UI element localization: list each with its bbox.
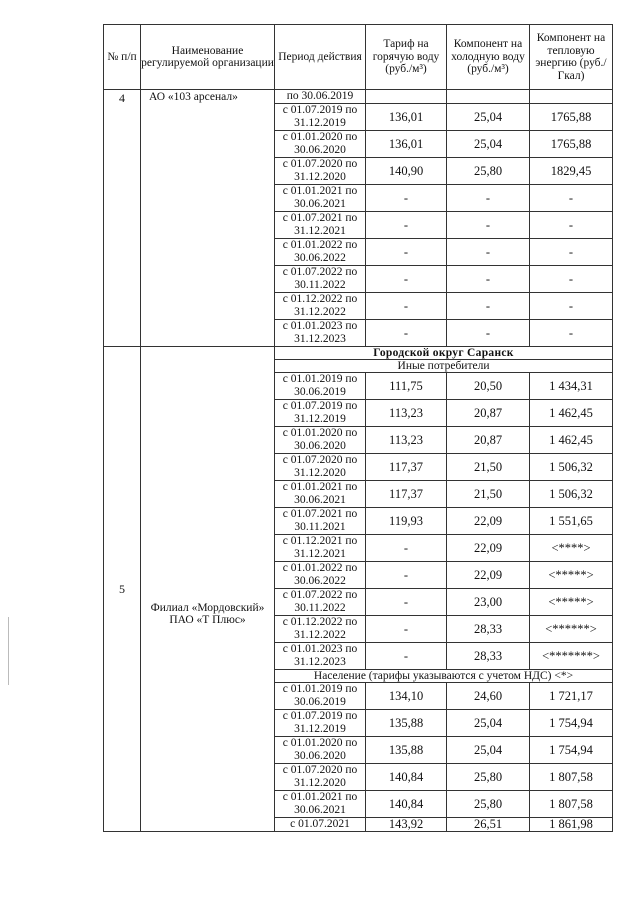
header-hot-water: Тариф на горячую воду (руб./м³) bbox=[366, 25, 447, 90]
hot-water-cell: 140,90 bbox=[366, 157, 447, 184]
heat-cell: - bbox=[530, 265, 613, 292]
hot-water-cell: 117,37 bbox=[366, 453, 447, 480]
organization-name: АО «103 арсенал» bbox=[141, 90, 275, 347]
hot-water-cell: - bbox=[366, 534, 447, 561]
hot-water-cell: - bbox=[366, 238, 447, 265]
period-cell: с 01.01.2021 по 30.06.2021 bbox=[275, 184, 366, 211]
scan-margin-line bbox=[8, 617, 9, 685]
heat-cell: <*****> bbox=[530, 588, 613, 615]
hot-water-cell: 136,01 bbox=[366, 130, 447, 157]
header-row bbox=[104, 25, 613, 90]
heat-cell: <****> bbox=[530, 534, 613, 561]
hot-water-cell: 140,84 bbox=[366, 763, 447, 790]
header-num: № п/п bbox=[104, 25, 141, 90]
cold-water-cell bbox=[447, 90, 530, 104]
cold-water-cell: 25,04 bbox=[447, 130, 530, 157]
period-cell: с 01.01.2019 по 30.06.2019 bbox=[275, 372, 366, 399]
cold-water-cell: 22,09 bbox=[447, 534, 530, 561]
heat-cell: 1 861,98 bbox=[530, 817, 613, 831]
period-cell: с 01.01.2019 по 30.06.2019 bbox=[275, 682, 366, 709]
heat-cell: 1 721,17 bbox=[530, 682, 613, 709]
cold-water-cell: - bbox=[447, 319, 530, 346]
cold-water-cell: 20,87 bbox=[447, 399, 530, 426]
cold-water-cell: - bbox=[447, 265, 530, 292]
cold-water-cell: 25,80 bbox=[447, 157, 530, 184]
period-cell: с 01.07.2021 по 30.11.2021 bbox=[275, 507, 366, 534]
cold-water-cell: 20,50 bbox=[447, 372, 530, 399]
row-number: 4 bbox=[104, 90, 141, 347]
period-cell: с 01.07.2019 по 31.12.2019 bbox=[275, 399, 366, 426]
period-cell: с 01.01.2020 по 30.06.2020 bbox=[275, 736, 366, 763]
heat-cell: <*******> bbox=[530, 642, 613, 669]
heat-cell: - bbox=[530, 319, 613, 346]
hot-water-cell: - bbox=[366, 319, 447, 346]
cold-water-cell: 20,87 bbox=[447, 426, 530, 453]
heat-cell: 1829,45 bbox=[530, 157, 613, 184]
hot-water-cell: 113,23 bbox=[366, 399, 447, 426]
period-cell: с 01.01.2021 по 30.06.2021 bbox=[275, 790, 366, 817]
heat-cell: 1 506,32 bbox=[530, 480, 613, 507]
table-body bbox=[104, 90, 613, 832]
period-cell: с 01.01.2023 по 31.12.2023 bbox=[275, 642, 366, 669]
period-cell: с 01.07.2020 по 31.12.2020 bbox=[275, 453, 366, 480]
period-cell: с 01.01.2022 по 30.06.2022 bbox=[275, 238, 366, 265]
heat-cell: - bbox=[530, 292, 613, 319]
heat-cell: 1 434,31 bbox=[530, 372, 613, 399]
cold-water-cell: 28,33 bbox=[447, 615, 530, 642]
period-cell: по 30.06.2019 bbox=[275, 90, 366, 104]
cold-water-cell: 23,00 bbox=[447, 588, 530, 615]
hot-water-cell: - bbox=[366, 184, 447, 211]
heat-cell: 1 462,45 bbox=[530, 426, 613, 453]
period-cell: с 01.07.2019 по 31.12.2019 bbox=[275, 103, 366, 130]
cold-water-cell: - bbox=[447, 292, 530, 319]
hot-water-cell: 111,75 bbox=[366, 372, 447, 399]
hot-water-cell: 140,84 bbox=[366, 790, 447, 817]
hot-water-cell: - bbox=[366, 265, 447, 292]
period-cell: с 01.01.2023 по 31.12.2023 bbox=[275, 319, 366, 346]
period-cell: с 01.01.2021 по 30.06.2021 bbox=[275, 480, 366, 507]
heat-cell: 1 754,94 bbox=[530, 736, 613, 763]
heat-cell: 1765,88 bbox=[530, 103, 613, 130]
heat-cell: 1 551,65 bbox=[530, 507, 613, 534]
heat-cell: 1 754,94 bbox=[530, 709, 613, 736]
header-cold-water: Компонент на холодную воду (руб./м³) bbox=[447, 25, 530, 90]
cold-water-cell: 25,04 bbox=[447, 709, 530, 736]
row-number: 5 bbox=[104, 346, 141, 831]
tariff-document bbox=[103, 24, 612, 832]
heat-cell: <*****> bbox=[530, 561, 613, 588]
hot-water-cell: - bbox=[366, 642, 447, 669]
period-cell: с 01.12.2021 по 31.12.2021 bbox=[275, 534, 366, 561]
cold-water-cell: 26,51 bbox=[447, 817, 530, 831]
table-row bbox=[104, 90, 613, 104]
cold-water-cell: 25,80 bbox=[447, 790, 530, 817]
cold-water-cell: 22,09 bbox=[447, 561, 530, 588]
organization-name: Филиал «Мордовский» ПАО «Т Плюс» bbox=[141, 346, 275, 831]
heat-cell: 1 807,58 bbox=[530, 763, 613, 790]
period-cell: с 01.01.2022 по 30.06.2022 bbox=[275, 561, 366, 588]
cold-water-cell: 22,09 bbox=[447, 507, 530, 534]
hot-water-cell: 113,23 bbox=[366, 426, 447, 453]
group-label-other: Иные потребители bbox=[275, 359, 613, 372]
heat-cell: 1765,88 bbox=[530, 130, 613, 157]
cold-water-cell: 25,04 bbox=[447, 103, 530, 130]
hot-water-cell: - bbox=[366, 211, 447, 238]
hot-water-cell: 135,88 bbox=[366, 709, 447, 736]
heat-cell: - bbox=[530, 184, 613, 211]
region-row bbox=[104, 346, 613, 359]
header-heat: Компонент на тепловую энергию (руб./Гкал) bbox=[530, 25, 613, 90]
cold-water-cell: 21,50 bbox=[447, 453, 530, 480]
hot-water-cell bbox=[366, 90, 447, 104]
cold-water-cell: 28,33 bbox=[447, 642, 530, 669]
header-period: Период действия bbox=[275, 25, 366, 90]
hot-water-cell: 136,01 bbox=[366, 103, 447, 130]
period-cell: с 01.07.2020 по 31.12.2020 bbox=[275, 763, 366, 790]
period-cell: с 01.07.2021 по 31.12.2021 bbox=[275, 211, 366, 238]
heat-cell: 1 506,32 bbox=[530, 453, 613, 480]
hot-water-cell: 143,92 bbox=[366, 817, 447, 831]
cold-water-cell: - bbox=[447, 211, 530, 238]
heat-cell: - bbox=[530, 238, 613, 265]
period-cell: с 01.07.2022 по 30.11.2022 bbox=[275, 588, 366, 615]
period-cell: с 01.07.2021 bbox=[275, 817, 366, 831]
period-cell: с 01.07.2022 по 30.11.2022 bbox=[275, 265, 366, 292]
hot-water-cell: - bbox=[366, 588, 447, 615]
cold-water-cell: - bbox=[447, 184, 530, 211]
cold-water-cell: - bbox=[447, 238, 530, 265]
heat-cell: <******> bbox=[530, 615, 613, 642]
period-cell: с 01.07.2019 по 31.12.2019 bbox=[275, 709, 366, 736]
cold-water-cell: 25,80 bbox=[447, 763, 530, 790]
region-label: Городской округ Саранск bbox=[275, 346, 613, 359]
cold-water-cell: 24,60 bbox=[447, 682, 530, 709]
tariff-table bbox=[103, 24, 613, 832]
period-cell: с 01.07.2020 по 31.12.2020 bbox=[275, 157, 366, 184]
header-org: Наименование регулируемой организации bbox=[141, 25, 275, 90]
hot-water-cell: - bbox=[366, 561, 447, 588]
cold-water-cell: 21,50 bbox=[447, 480, 530, 507]
period-cell: с 01.12.2022 по 31.12.2022 bbox=[275, 615, 366, 642]
hot-water-cell: 134,10 bbox=[366, 682, 447, 709]
hot-water-cell: - bbox=[366, 615, 447, 642]
hot-water-cell: 119,93 bbox=[366, 507, 447, 534]
period-cell: с 01.01.2020 по 30.06.2020 bbox=[275, 130, 366, 157]
heat-cell: 1 462,45 bbox=[530, 399, 613, 426]
hot-water-cell: 135,88 bbox=[366, 736, 447, 763]
heat-cell: 1 807,58 bbox=[530, 790, 613, 817]
hot-water-cell: - bbox=[366, 292, 447, 319]
hot-water-cell: 117,37 bbox=[366, 480, 447, 507]
heat-cell bbox=[530, 90, 613, 104]
period-cell: с 01.12.2022 по 31.12.2022 bbox=[275, 292, 366, 319]
period-cell: с 01.01.2020 по 30.06.2020 bbox=[275, 426, 366, 453]
heat-cell: - bbox=[530, 211, 613, 238]
group-label-population: Население (тарифы указываются с учетом НДС) <*> bbox=[275, 669, 613, 682]
cold-water-cell: 25,04 bbox=[447, 736, 530, 763]
